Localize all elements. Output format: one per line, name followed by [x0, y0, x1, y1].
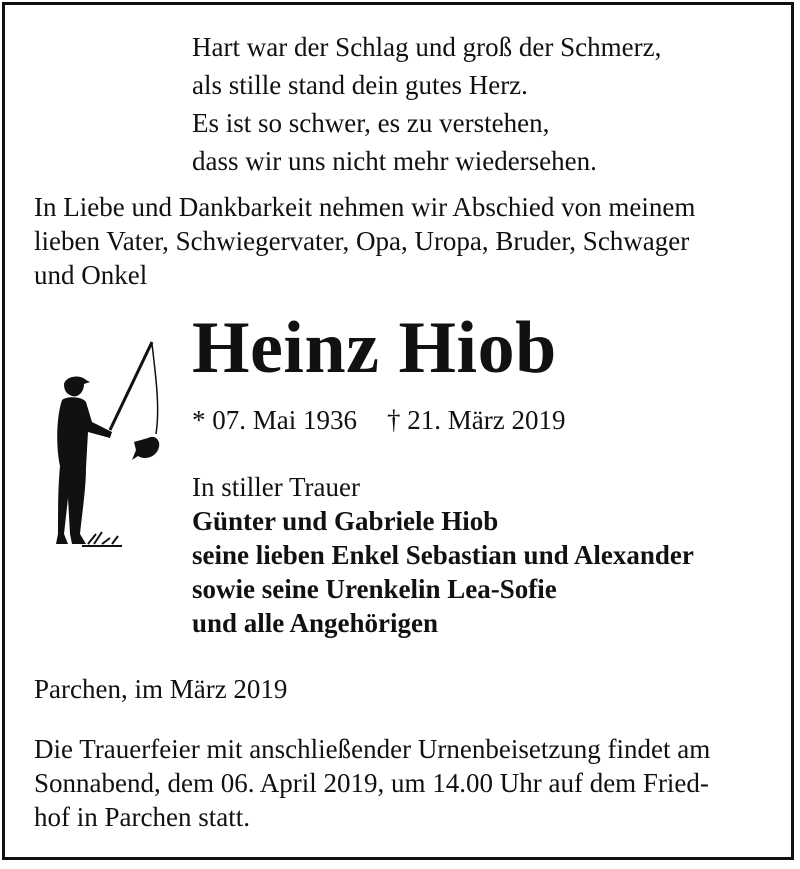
intro-line: und Onkel — [34, 260, 148, 290]
poem-line: Es ist so schwer, es zu verstehen, — [192, 108, 550, 138]
intro-line: In Liebe und Dankbarkeit nehmen wir Abschied von meinem — [34, 192, 696, 222]
funeral-info — [34, 732, 774, 834]
death-date: † 21. März 2019 — [387, 405, 566, 435]
angler-silhouette-icon — [52, 338, 172, 558]
funeral-line: hof in Parchen statt. — [34, 802, 250, 832]
poem-line: als stille stand dein gutes Herz. — [192, 70, 528, 100]
mourner-line: seine lieben Enkel Sebastian und Alexander — [192, 540, 694, 570]
deceased-name: Heinz Hiob — [192, 307, 557, 389]
funeral-line: Die Trauerfeier mit anschließender Urnenbeisetzung findet am — [34, 734, 711, 764]
mourner-line: Günter und Gabriele Hiob — [192, 506, 499, 536]
place-date: Parchen, im März 2019 — [34, 674, 288, 704]
mourners — [192, 470, 694, 640]
intro-text — [34, 190, 774, 292]
birth-date: * 07. Mai 1936 — [192, 405, 357, 435]
funeral-line: Sonnabend, dem 06. April 2019, um 14.00 Uhr auf dem Fried- — [34, 768, 709, 798]
intro-line: lieben Vater, Schwiegervater, Opa, Uropa, Bruder, Schwager — [34, 226, 690, 256]
poem-line: Hart war der Schlag und groß der Schmerz, — [192, 32, 662, 62]
mourner-line: sowie seine Urenkelin Lea-Sofie — [192, 574, 557, 604]
poem — [192, 28, 661, 180]
mourner-line: und alle Angehörigen — [192, 608, 439, 638]
poem-line: dass wir uns nicht mehr wiedersehen. — [192, 146, 597, 176]
life-dates — [192, 402, 565, 438]
mourners-heading: In stiller Trauer — [192, 472, 360, 502]
